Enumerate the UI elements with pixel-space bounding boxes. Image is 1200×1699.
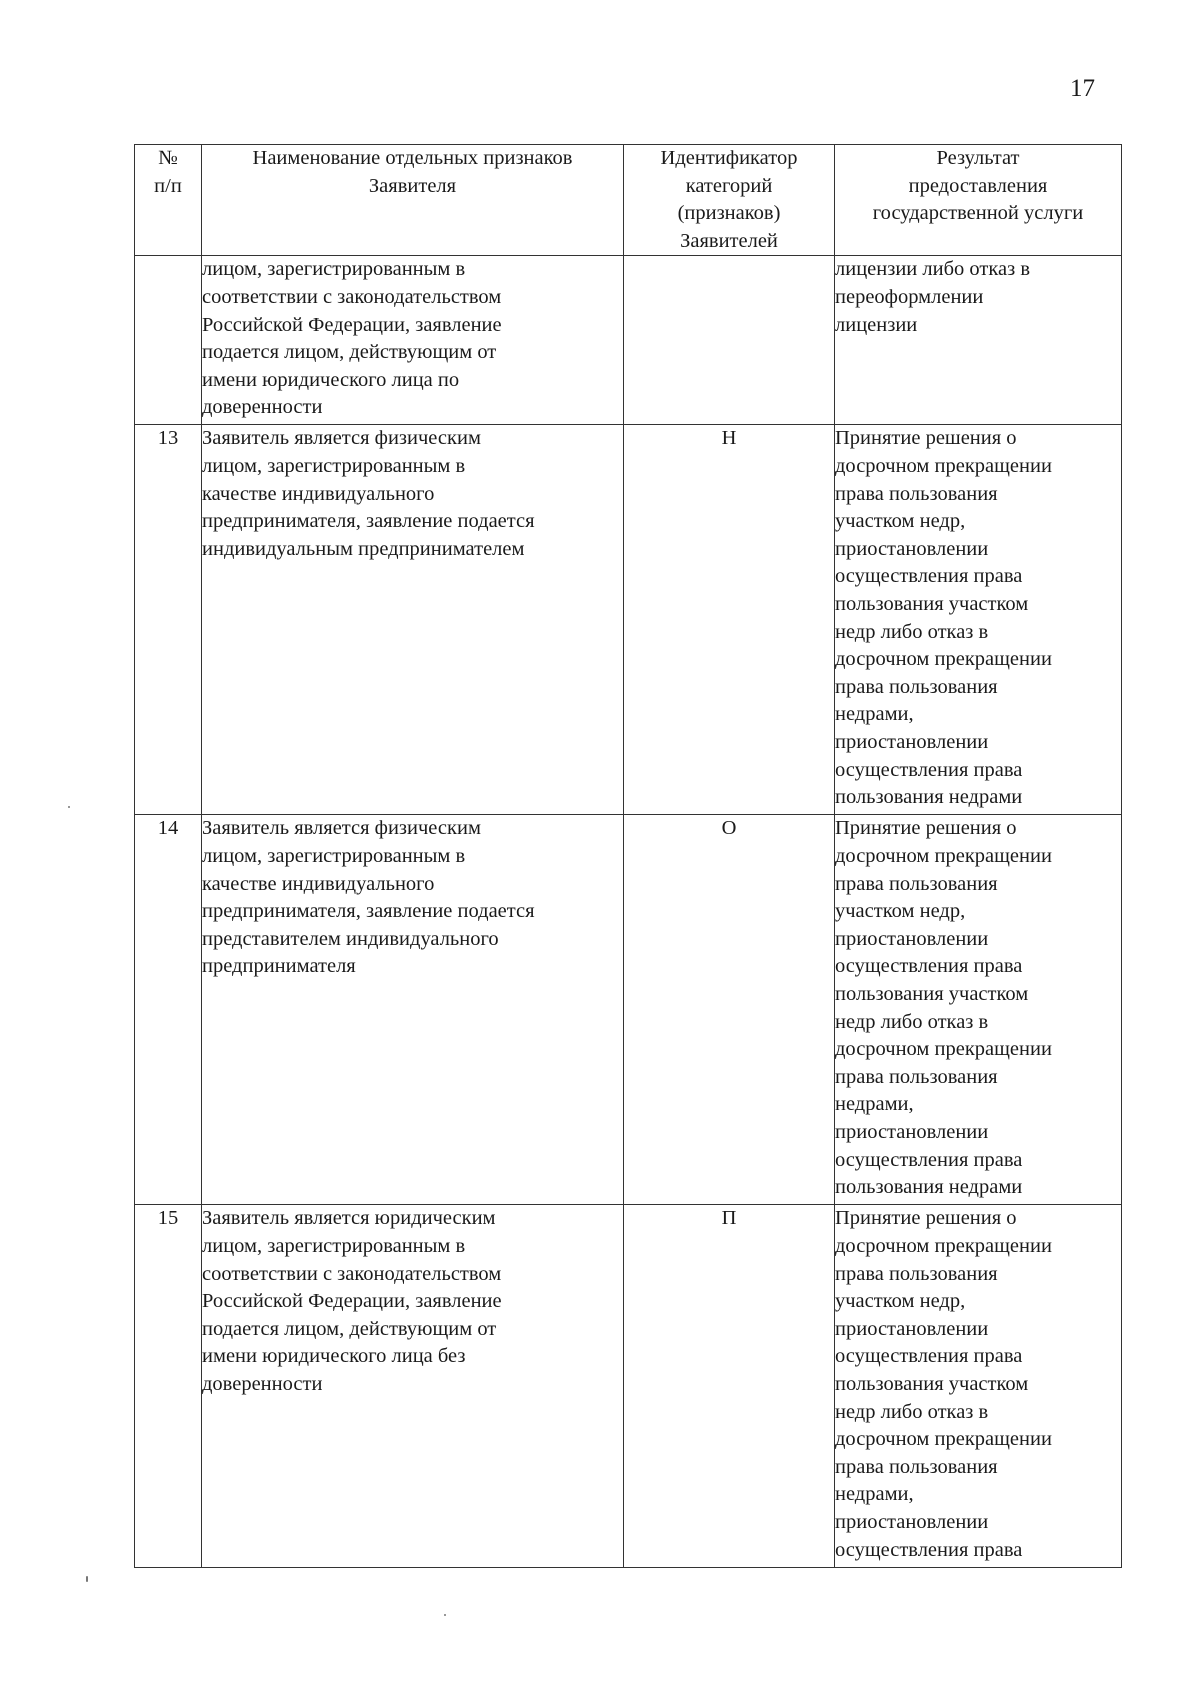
text-line: Заявителя [368,174,457,197]
text-line: Результат [936,147,1020,169]
scan-speck [444,1614,446,1616]
text-line: пользования участком [835,592,1029,615]
row-number: 13 [135,425,202,815]
text-line: соответствии с законодательством [202,1262,502,1285]
applicant-description [202,815,624,1205]
text-line: досрочном прекращении [835,1038,1052,1061]
text-line: недр либо отказ в [835,1400,989,1423]
text-line: приостановлении [835,927,989,950]
service-result [835,815,1122,1205]
row-number: 15 [135,1205,202,1568]
text-line: права пользования [835,1455,998,1478]
text-line: недр либо отказ в [835,620,989,643]
text-line: недрами, [835,703,914,726]
category-identifier [624,256,835,425]
text-line: осуществления права [835,1538,1023,1561]
text-line: лицом, зарегистрированным в [202,844,466,867]
table-row [135,1205,1122,1568]
text-line: участком недр, [835,510,966,533]
row-number: 14 [135,815,202,1205]
service-result [835,1205,1122,1568]
applicant-description [202,256,624,425]
header-service-result [835,145,1122,256]
category-identifier: О [624,815,835,1205]
table-header-row [135,145,1122,256]
text-line: права пользования [835,675,998,698]
text-line: Заявитель является юридическим [202,1207,496,1230]
text-line: качестве индивидуального [202,872,435,895]
text-line: лицом, зарегистрированным в [202,454,466,477]
text-line: представителем индивидуального [202,927,499,950]
text-line: Принятие решения о [835,1207,1017,1230]
applicant-categories-table [134,144,1122,1568]
text-line: недрами, [835,1093,914,1116]
text-line: Заявитель является физическим [202,427,481,450]
text-line: приостановлении [835,1120,989,1143]
text-line: лицом, зарегистрированным в [202,1234,466,1257]
category-identifier: Н [624,425,835,815]
text-line: осуществления права [835,758,1023,781]
text-line: п/п [154,174,182,197]
text-line: лицензии либо отказ в [835,258,1031,281]
row-number [135,256,202,425]
text-line: досрочном прекращении [835,454,1052,477]
text-line: досрочном прекращении [835,1428,1052,1451]
text-line: лицензии [835,313,918,336]
text-line: права пользования [835,872,998,895]
text-line: имени юридического лица по [202,368,460,391]
text-line: предпринимателя [202,955,356,978]
text-line: имени юридического лица без [202,1345,466,1368]
text-line: государственной услуги [872,202,1084,225]
text-line: недрами, [835,1483,914,1506]
text-line: соответствии с законодательством [202,285,502,308]
text-line: качестве индивидуального [202,482,435,505]
text-line: недр либо отказ в [835,1010,989,1033]
category-identifier: П [624,1205,835,1568]
text-line: № [158,147,178,169]
text-line: предпринимателя, заявление подается [202,510,535,533]
page-number: 17 [1070,75,1095,102]
text-line: приостановлении [835,1317,989,1340]
text-line: участком недр, [835,900,966,923]
text-line: пользования недрами [835,1176,1023,1199]
text-line: Заявителей [680,229,778,252]
text-line: предоставления [908,174,1048,197]
text-line: Заявитель является физическим [202,817,481,840]
text-line: участком недр, [835,1290,966,1313]
text-line: приостановлении [835,537,989,560]
text-line: подается лицом, действующим от [202,1317,497,1340]
service-result [835,425,1122,815]
text-line: осуществления права [835,1148,1023,1171]
text-line: доверенности [202,396,323,419]
text-line: Принятие решения о [835,817,1017,840]
text-line: досрочном прекращении [835,1234,1052,1257]
scan-speck [86,1576,88,1582]
text-line: осуществления права [835,1345,1023,1368]
header-number [135,145,202,256]
text-line: индивидуальным предпринимателем [202,537,525,560]
service-result [835,256,1122,425]
table-row [135,256,1122,425]
text-line: пользования недрами [835,786,1023,809]
header-applicant-features [202,145,624,256]
text-line: Российской Федерации, заявление [202,1290,502,1313]
text-line: осуществления права [835,565,1023,588]
text-line: категорий [685,174,773,197]
text-line: лицом, зарегистрированным в [202,258,466,281]
text-line: подается лицом, действующим от [202,341,497,364]
applicant-description [202,425,624,815]
table-row [135,425,1122,815]
table-row [135,815,1122,1205]
scan-speck [68,806,70,808]
text-line: пользования участком [835,982,1029,1005]
text-line: досрочном прекращении [835,648,1052,671]
applicant-description [202,1205,624,1568]
text-line: Российской Федерации, заявление [202,313,502,336]
text-line: предпринимателя, заявление подается [202,900,535,923]
text-line: осуществления права [835,955,1023,978]
text-line: Идентификатор [660,147,798,169]
header-category-identifier [624,145,835,256]
text-line: права пользования [835,1065,998,1088]
text-line: Наименование отдельных признаков [252,147,573,169]
text-line: переоформлении [835,285,984,308]
text-line: пользования участком [835,1372,1029,1395]
text-line: (признаков) [677,202,781,225]
text-line: досрочном прекращении [835,844,1052,867]
text-line: Принятие решения о [835,427,1017,450]
text-line: права пользования [835,1262,998,1285]
text-line: приостановлении [835,1510,989,1533]
text-line: приостановлении [835,730,989,753]
text-line: права пользования [835,482,998,505]
text-line: доверенности [202,1372,323,1395]
